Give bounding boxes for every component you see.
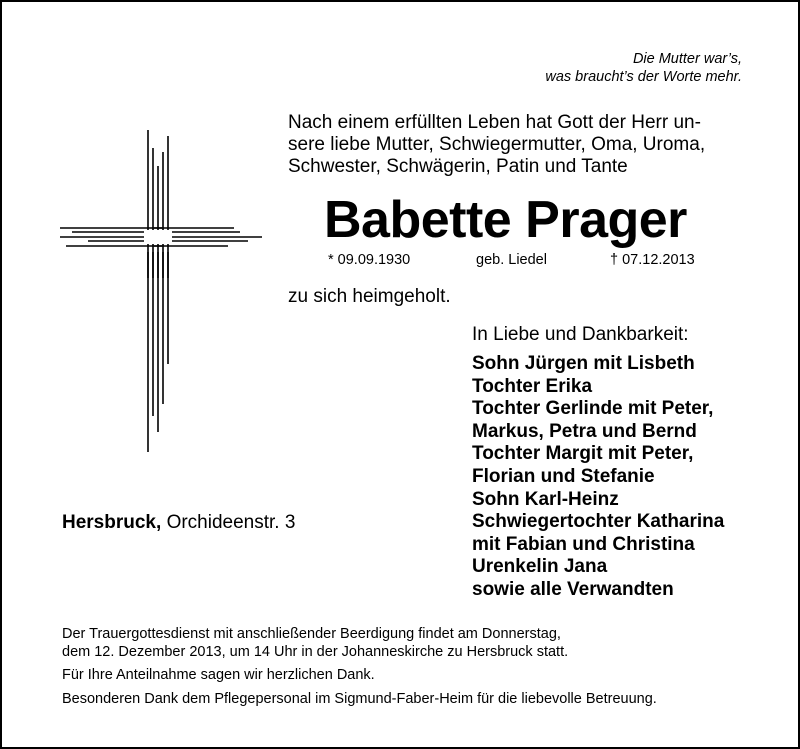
mourner-item: Tochter Margit mit Peter, xyxy=(472,443,694,465)
mourner-item: Florian und Stefanie xyxy=(472,465,655,487)
mourner-item: Sohn Karl-Heinz xyxy=(472,488,619,510)
mourner-item: Markus, Petra und Bernd xyxy=(472,420,697,442)
motto-line-2: was braucht’s der Worte mehr. xyxy=(545,69,742,85)
love-line: In Liebe und Dankbarkeit: xyxy=(472,324,689,345)
mourner-item: Sohn Jürgen mit Lisbeth xyxy=(472,353,695,374)
heimgeholt-text: zu sich heimgeholt. xyxy=(288,286,451,307)
address xyxy=(62,512,295,534)
birth-date: * 09.09.1930 xyxy=(328,252,411,268)
mourner-item: sowie alle Verwandten xyxy=(472,578,674,600)
deceased-name: Babette Prager xyxy=(324,191,687,249)
intro-line-1: Nach einem erfüllten Leben hat Gott der Herr un- xyxy=(288,112,701,133)
death-date: † 07.12.2013 xyxy=(610,252,695,268)
address-city: Hersbruck, xyxy=(62,512,162,533)
thanks-line: Für Ihre Anteilnahme sagen wir herzlichen Dank. xyxy=(62,667,375,683)
motto xyxy=(545,50,742,86)
service-line-2: dem 12. Dezember 2013, um 14 Uhr in der Johanneskirche zu Hersbruck statt. xyxy=(62,643,569,660)
maiden-name: geb. Liedel xyxy=(476,252,547,268)
footer-text xyxy=(62,626,657,714)
cross-icon xyxy=(58,130,264,470)
service-line-1: Der Trauergottesdienst mit anschließender Beerdigung findet am Donnerstag, xyxy=(62,626,561,642)
mourner-item: Schwiegertochter Katharina xyxy=(472,511,725,533)
motto-line-1: Die Mutter war’s, xyxy=(632,51,742,67)
intro-line-3: Schwester, Schwägerin, Patin und Tante xyxy=(288,156,628,177)
address-street: Orchideenstr. 3 xyxy=(166,512,296,533)
mourner-item: Urenkelin Jana xyxy=(472,556,608,578)
mourner-item: Tochter Gerlinde mit Peter, xyxy=(472,398,714,420)
mourners-list xyxy=(472,353,724,602)
mourner-item: mit Fabian und Christina xyxy=(472,533,695,555)
mourner-item: Tochter Erika xyxy=(472,375,593,397)
special-thanks-line: Besonderen Dank dem Pflegepersonal im Sigmund-Faber-Heim für die liebevolle Betreuung. xyxy=(62,690,657,707)
intro-line-2: sere liebe Mutter, Schwiegermutter, Oma, Uroma, xyxy=(288,134,706,155)
service-info xyxy=(62,626,657,661)
intro-text xyxy=(288,112,748,178)
